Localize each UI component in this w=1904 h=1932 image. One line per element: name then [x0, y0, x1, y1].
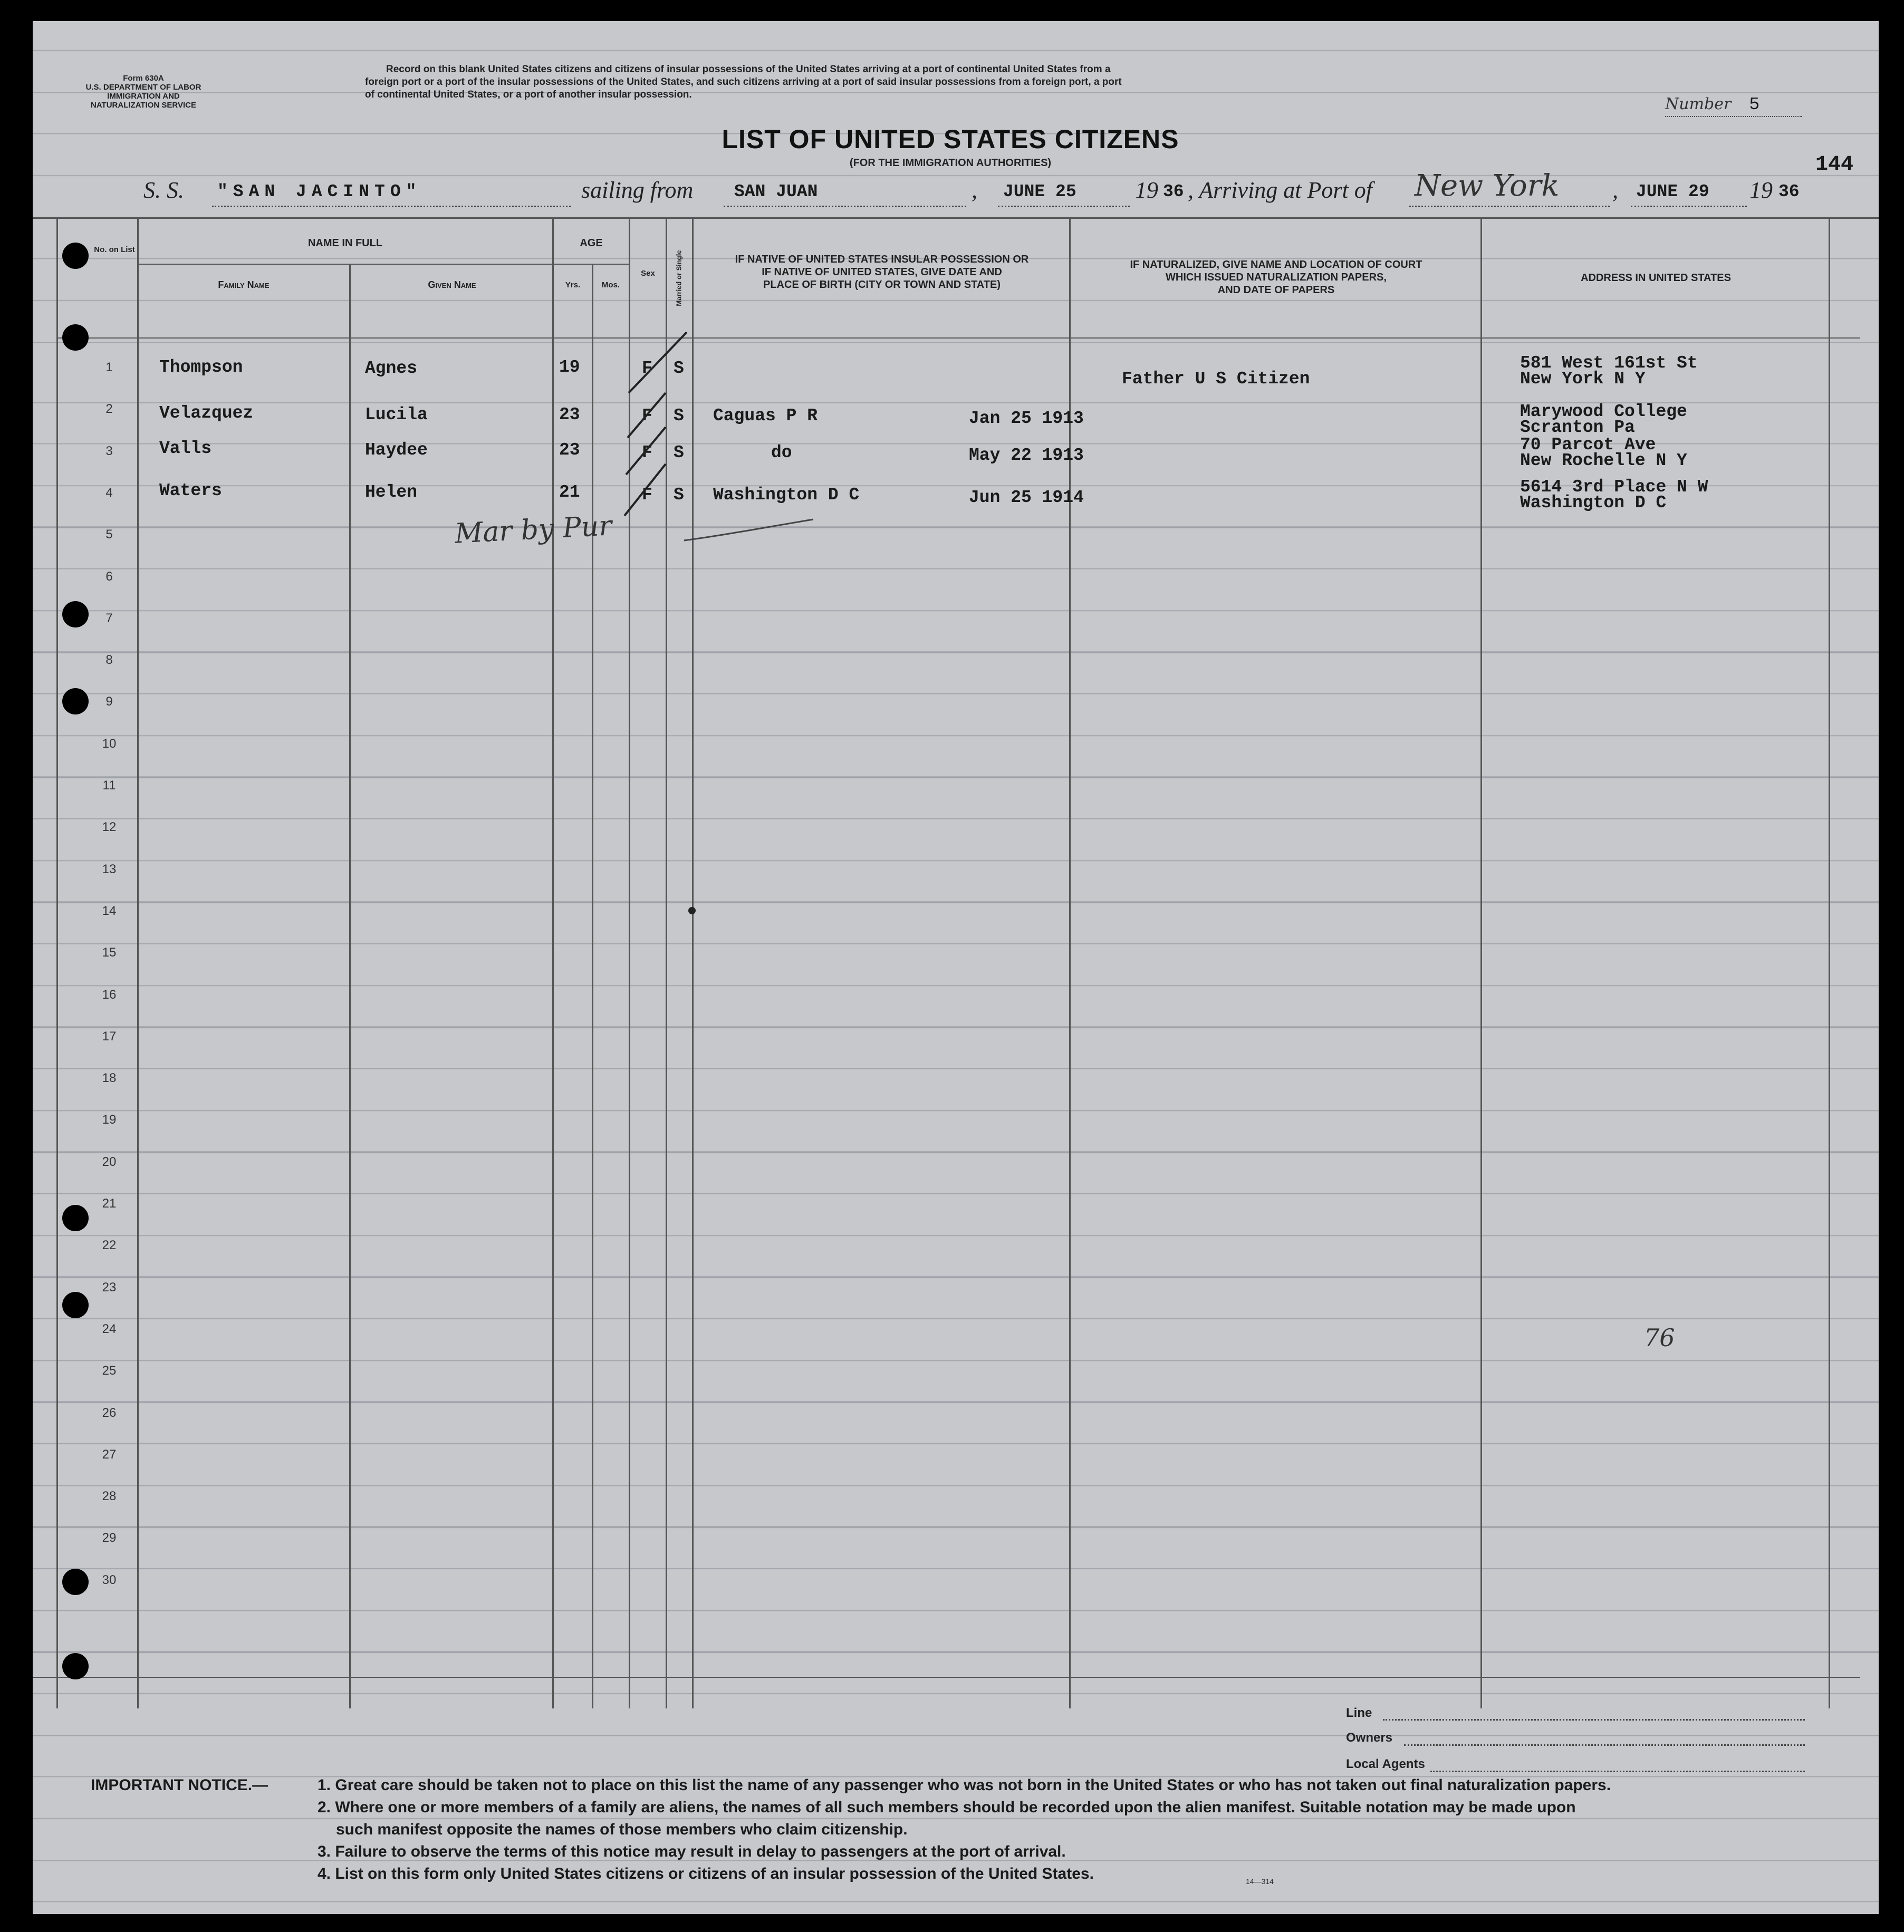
- col-family-name: Family Name: [218, 279, 270, 290]
- notice-heading: IMPORTANT NOTICE.—: [91, 1776, 268, 1794]
- marital-status: S: [674, 443, 684, 462]
- row-number: 16: [102, 987, 117, 1002]
- binder-hole: [62, 1292, 89, 1318]
- row-number: 24: [102, 1321, 117, 1336]
- row-number: 10: [102, 736, 117, 751]
- given-name: Agnes: [365, 359, 418, 378]
- row-number: 8: [105, 653, 113, 668]
- notice-1: 1. Great care should be taken not to place on this list the name of any passenger who was not born in the United States or who has not taken out final naturalization papers.: [318, 1776, 1611, 1794]
- birth-date: Jan 25 1913: [969, 409, 1084, 428]
- native-line1: IF NATIVE OF UNITED STATES INSULAR POSSESSION OR: [735, 254, 1029, 265]
- address-line2: Washington D C: [1520, 493, 1667, 513]
- age-years: 19: [559, 358, 580, 377]
- departure-year: 36: [1163, 182, 1184, 201]
- col-sex: Sex: [641, 269, 655, 278]
- birth-place: Caguas P R: [713, 406, 818, 426]
- given-name: Lucila: [365, 405, 428, 424]
- row-number: 3: [105, 443, 113, 458]
- number-label: Number: [1665, 95, 1732, 113]
- notice-4: 4. List on this form only United States citizens or citizens of an insular possession of the United States.: [318, 1865, 1094, 1882]
- marital-status: S: [674, 485, 684, 505]
- sex: F: [642, 406, 652, 426]
- col-age: AGE: [580, 237, 603, 249]
- given-name: Helen: [365, 482, 418, 502]
- sex: F: [642, 485, 652, 505]
- ss-label: S. S.: [143, 177, 184, 203]
- family-name: Valls: [159, 439, 212, 458]
- row-number: 11: [102, 778, 116, 793]
- binder-hole: [62, 601, 89, 627]
- row-number: 1: [105, 360, 113, 374]
- row-number: 2: [105, 402, 113, 417]
- row-number: 30: [102, 1572, 117, 1587]
- native-line2: IF NATIVE OF UNITED STATES, GIVE DATE AND: [762, 266, 1002, 278]
- comma-1: ,: [972, 177, 977, 203]
- department: U.S. DEPARTMENT OF LABOR: [85, 83, 201, 92]
- family-name: Thompson: [159, 358, 243, 377]
- binder-hole: [62, 243, 89, 269]
- row-number: 23: [102, 1280, 117, 1295]
- row-number: 25: [102, 1364, 117, 1378]
- address-line1: Marywood College: [1520, 402, 1687, 421]
- col-no-on-list: No. on List: [94, 245, 135, 254]
- row-number: 6: [105, 569, 113, 584]
- arrival-date: JUNE 29: [1636, 182, 1709, 201]
- age-years: 23: [559, 440, 580, 460]
- age-years: 21: [559, 482, 580, 502]
- row-number: 20: [102, 1154, 117, 1169]
- birth-place: do: [771, 443, 792, 462]
- address-line2: New Rochelle N Y: [1520, 451, 1687, 470]
- birth-place: Washington D C: [713, 485, 860, 505]
- binder-hole: [62, 688, 89, 714]
- family-name: Waters: [159, 481, 222, 500]
- arrival-year: 36: [1778, 182, 1800, 201]
- birth-date: May 22 1913: [969, 446, 1084, 465]
- address-line1: 70 Parcot Ave: [1520, 435, 1656, 455]
- binder-hole: [62, 1653, 89, 1679]
- naturalized-line3: AND DATE OF PAPERS: [1217, 284, 1335, 296]
- row-number: 28: [102, 1489, 117, 1504]
- instructions-line3: of continental United States, or a port of another insular possession.: [365, 89, 692, 100]
- naturalization: Father U S Citizen: [1122, 369, 1310, 389]
- row-number: 19: [102, 1113, 117, 1127]
- address-line2: New York N Y: [1520, 369, 1646, 389]
- col-given-name: Given Name: [428, 279, 476, 290]
- number-value: 5: [1749, 95, 1760, 114]
- service-line1: IMMIGRATION AND: [107, 92, 180, 101]
- notice-3: 3. Failure to observe the terms of this notice may result in delay to passengers at the port of arrival.: [318, 1843, 1066, 1860]
- row-number: 29: [102, 1531, 117, 1545]
- sex: F: [642, 359, 652, 378]
- row-number: 17: [102, 1029, 117, 1044]
- family-name: Velazquez: [159, 403, 254, 423]
- page-subtitle: (FOR THE IMMIGRATION AUTHORITIES): [849, 157, 1052, 169]
- col-yrs: Yrs.: [565, 281, 581, 289]
- col-name-in-full: NAME IN FULL: [307, 237, 383, 249]
- service-line2: NATURALIZATION SERVICE: [90, 101, 196, 110]
- row-number: 9: [105, 694, 113, 709]
- col-address: ADDRESS IN UNITED STATES: [1581, 272, 1731, 284]
- page-number: 144: [1815, 153, 1854, 177]
- marital-status: S: [674, 359, 684, 378]
- native-line3: PLACE OF BIRTH (CITY OR TOWN AND STATE): [763, 279, 1001, 291]
- col-native-birth: [695, 253, 1069, 291]
- instructions: [365, 63, 1631, 101]
- ink-mark: [688, 907, 696, 914]
- col-married-or-single: Married or Single: [675, 250, 683, 306]
- instructions-line2: foreign port or a port of the insular possessions of the United States, and such citizens arriving at a port of said insular possessions from a foreign port, a port: [365, 76, 1122, 88]
- arrival-year-prefix: 19: [1749, 177, 1773, 203]
- age-years: 23: [559, 405, 580, 424]
- given-name: Haydee: [365, 440, 428, 460]
- handwritten-note: Mar by Pur: [454, 510, 613, 550]
- binder-hole: [62, 324, 89, 351]
- row-number: 18: [102, 1071, 117, 1086]
- ship-name: "SAN JACINTO": [217, 182, 422, 201]
- row-number: 27: [102, 1447, 117, 1462]
- binder-hole: [62, 1205, 89, 1231]
- arriving-label: , Arriving at Port of: [1188, 177, 1372, 203]
- row-number: 12: [102, 820, 117, 835]
- form-id-block: [64, 74, 223, 110]
- col-naturalized: [1072, 258, 1480, 296]
- address-line2: Scranton Pa: [1520, 418, 1635, 437]
- list-number: [1665, 95, 1759, 114]
- row-number: 21: [102, 1196, 117, 1211]
- page-title: LIST OF UNITED STATES CITIZENS: [722, 124, 1179, 154]
- comma-2: ,: [1612, 177, 1618, 203]
- row-number: 4: [105, 485, 113, 500]
- tally-marks: [586, 316, 703, 538]
- sex: F: [642, 443, 652, 462]
- row-number: 5: [105, 527, 113, 542]
- instructions-line1: Record on this blank United States citizens and citizens of insular possessions of the United States arriving at a port of continental United States from a: [386, 64, 1111, 75]
- address-line1: 5614 3rd Place N W: [1520, 477, 1708, 497]
- manifest-page: [33, 21, 1879, 1914]
- row-number: 15: [102, 945, 117, 960]
- departure-date: JUNE 25: [1003, 182, 1076, 201]
- binder-hole: [62, 1569, 89, 1595]
- naturalized-line1: IF NATURALIZED, GIVE NAME AND LOCATION OF COURT: [1130, 259, 1422, 271]
- notice-2a: 2. Where one or more members of a family are aliens, the names of all such members should be recorded upon the alien manifest. Suitable notation may be made upon: [318, 1799, 1576, 1816]
- birth-date: Jun 25 1914: [969, 488, 1084, 507]
- local-agents-label: Local Agents: [1346, 1757, 1425, 1771]
- marital-status: S: [674, 406, 684, 426]
- owners-label: Owners: [1346, 1731, 1393, 1745]
- departure-year-prefix: 19: [1135, 177, 1158, 203]
- handwritten-flourish: [681, 517, 819, 548]
- row-number: 7: [105, 611, 113, 625]
- sailing-port: SAN JUAN: [734, 182, 818, 201]
- notice-2b: such manifest opposite the names of those members who claim citizenship.: [336, 1821, 908, 1838]
- form-number: Form 630A: [123, 74, 164, 83]
- arrival-port: New York: [1415, 169, 1560, 203]
- row-number: 13: [102, 862, 117, 876]
- line-label: Line: [1346, 1706, 1372, 1720]
- naturalized-line2: WHICH ISSUED NATURALIZATION PAPERS,: [1166, 272, 1387, 283]
- row-number: 22: [102, 1238, 117, 1253]
- row-number: 14: [102, 903, 117, 918]
- print-code: 14—314: [1246, 1877, 1274, 1886]
- address-line1: 581 West 161st St: [1520, 353, 1698, 373]
- col-mos: Mos.: [601, 281, 620, 289]
- handwritten-number: 76: [1644, 1324, 1675, 1352]
- row-number: 26: [102, 1405, 117, 1420]
- sailing-label: sailing from: [581, 177, 694, 203]
